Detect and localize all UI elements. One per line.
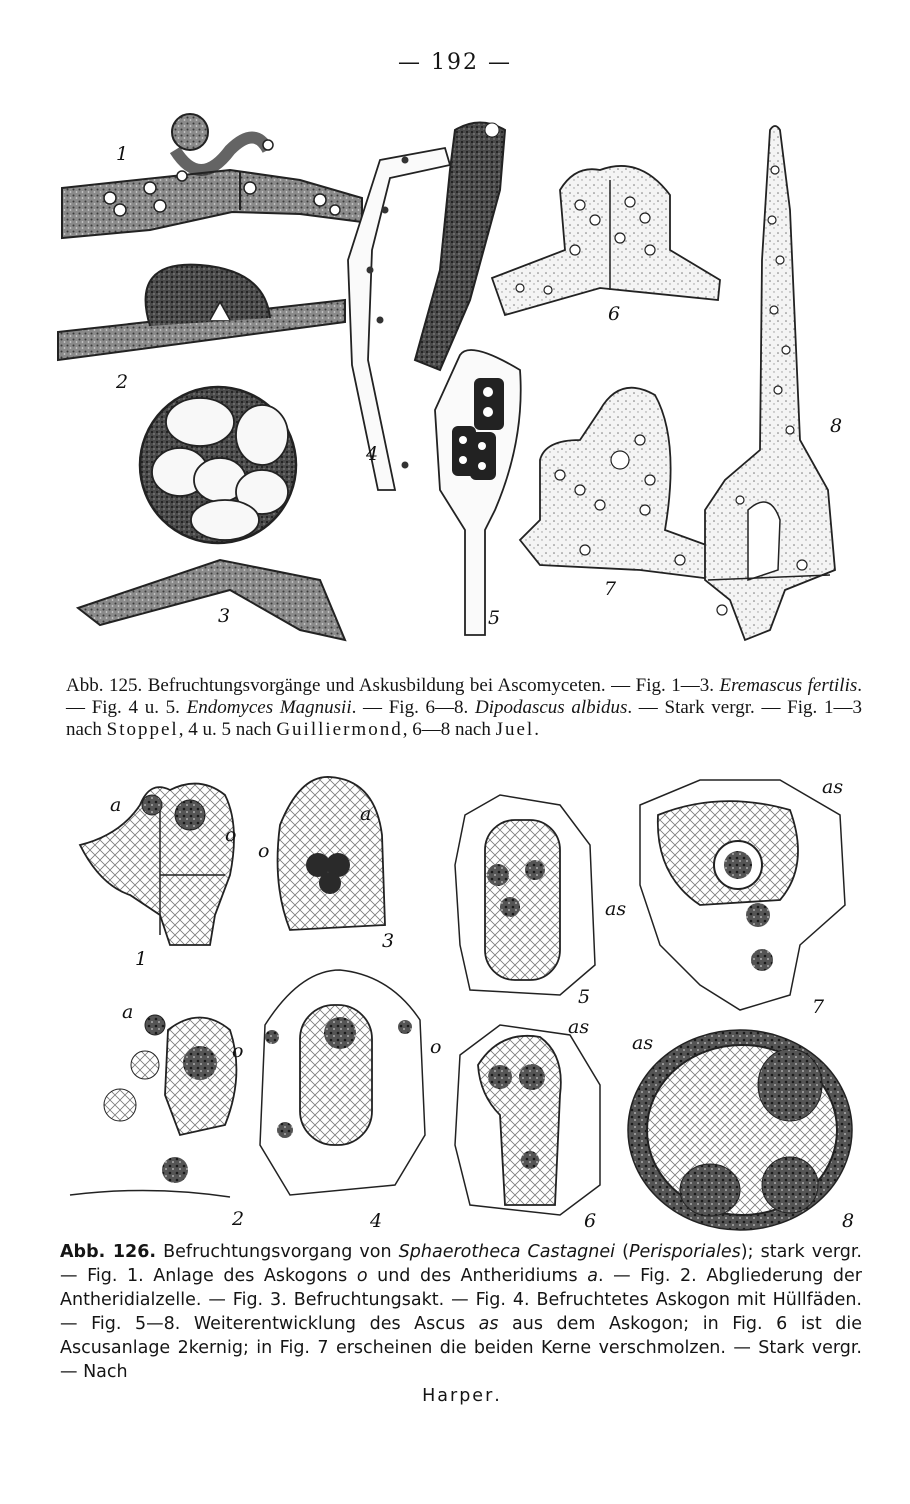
species-eremascus: Eremascus fertilis <box>719 675 858 696</box>
fig126-2-drawing <box>70 1015 236 1197</box>
order-perisporiales: Perisporiales <box>628 1242 741 1262</box>
fig126-label-4: 4 <box>370 1210 383 1232</box>
caption-126-text: und des Antheridiums <box>367 1266 588 1286</box>
fig126-6-drawing <box>455 1025 600 1215</box>
symbol-o: o <box>356 1266 368 1286</box>
caption-126-text: . <box>494 1386 500 1406</box>
fig126-8-drawing <box>628 1030 855 1232</box>
fig125-label-5: 5 <box>488 607 501 629</box>
fig125-label-3: 3 <box>218 605 231 627</box>
species-endomyces: Endomyces Magnusii <box>186 697 352 718</box>
fig125-label-7: 7 <box>604 578 617 600</box>
author-stoppel: Stoppel <box>106 719 179 740</box>
caption-125-text: . — Stark vergr. — Fig. 1—3 nach <box>66 697 862 740</box>
figure-125-plate <box>0 110 910 655</box>
fig126-annot-as-8: as <box>632 1032 654 1054</box>
species-sphaerotheca: Sphaerotheca Castagnei <box>398 1242 616 1262</box>
symbol-as: as <box>478 1314 499 1334</box>
fig125-label-4: 4 <box>366 443 379 465</box>
fig126-annot-as-7: as <box>822 776 844 798</box>
fig126-5-drawing <box>455 795 595 995</box>
caption-126-text: ( <box>615 1242 629 1262</box>
fig126-annot-o-1: o <box>225 824 237 846</box>
fig126-label-1: 1 <box>135 948 148 970</box>
caption-125-text: . <box>534 719 539 740</box>
fig125-label-2: 2 <box>116 371 129 393</box>
author-harper: Harper <box>422 1386 495 1406</box>
author-guilliermond: Guilliermond <box>276 719 403 740</box>
fig126-label-8: 8 <box>842 1210 855 1232</box>
species-dipodascus: Dipodascus albidus <box>474 697 628 718</box>
figure-126-caption <box>60 1240 862 1408</box>
fig126-4-drawing <box>260 970 425 1195</box>
caption-126-lead: Abb. 126. <box>60 1242 157 1262</box>
fig126-annot-a-1: a <box>110 794 122 816</box>
fig126-annot-o-3: o <box>258 840 270 862</box>
fig125-label-6: 6 <box>608 303 621 325</box>
fig125-2-drawing <box>58 265 345 360</box>
symbol-a: a <box>587 1266 598 1286</box>
caption-125-text: , 6—8 nach <box>402 719 496 740</box>
fig126-label-3: 3 <box>382 930 395 952</box>
caption-126-text: Befruchtungsvorgang von <box>156 1242 399 1262</box>
fig125-5-drawing <box>435 350 521 635</box>
fig126-annot-o-4: o <box>430 1036 442 1058</box>
fig125-label-8: 8 <box>830 415 843 437</box>
fig126-annot-a-2: a <box>122 1001 134 1023</box>
fig126-label-7: 7 <box>812 996 825 1018</box>
fig126-3-drawing <box>278 777 385 930</box>
author-juel: Juel <box>495 719 535 740</box>
caption-125-text: . — Fig. 4 u. 5. <box>66 675 862 718</box>
figure-125-caption <box>66 675 862 741</box>
fig126-annot-a-3: a <box>360 803 372 825</box>
caption-126-text: ); stark vergr. — Fig. 1. Anlage des Askogons <box>60 1242 862 1286</box>
caption-125-text: Befruchtungsvorgänge und Askusbildung bei Ascomyceten. — Fig. 1—3. <box>142 675 720 696</box>
fig126-label-6: 6 <box>584 1210 597 1232</box>
fig126-annot-as-5: as <box>605 898 627 920</box>
fig125-1-drawing <box>62 114 362 238</box>
caption-125-lead: Abb. 125. <box>66 675 143 696</box>
page-number: — 192 — <box>398 50 512 75</box>
caption-126-text: . — Fig. 2. Abgliederung der Antheridialzelle. — Fig. 3. Befruchtungsakt. — Fig. 4. Befruchtetes Askogon mit Hüllfäden. — Fig. 5—8. Weiterentwicklung des Ascus <box>60 1266 863 1334</box>
caption-125-text: . — Fig. 6—8. <box>351 697 475 718</box>
fig126-label-5: 5 <box>578 986 591 1008</box>
caption-125-text: , 4 u. 5 nach <box>178 719 277 740</box>
fig125-8-drawing <box>705 126 835 640</box>
fig125-3-drawing <box>78 387 345 640</box>
fig126-annot-o-2: o <box>232 1040 244 1062</box>
fig126-1-drawing <box>80 784 237 945</box>
fig125-6-drawing <box>492 166 720 315</box>
fig125-7-drawing <box>520 388 720 580</box>
fig126-label-2: 2 <box>232 1208 245 1230</box>
fig125-label-1: 1 <box>116 143 129 165</box>
fig126-annot-as-6: as <box>568 1016 590 1038</box>
figure-126-plate <box>0 765 910 1235</box>
fig126-7-drawing <box>640 780 845 1010</box>
caption-126-text: aus dem Askogon; in Fig. 6 ist die Ascusanlage 2kernig; in Fig. 7 erscheinen die beiden Kerne verschmolzen. — Stark vergr. — Nach <box>60 1314 862 1382</box>
